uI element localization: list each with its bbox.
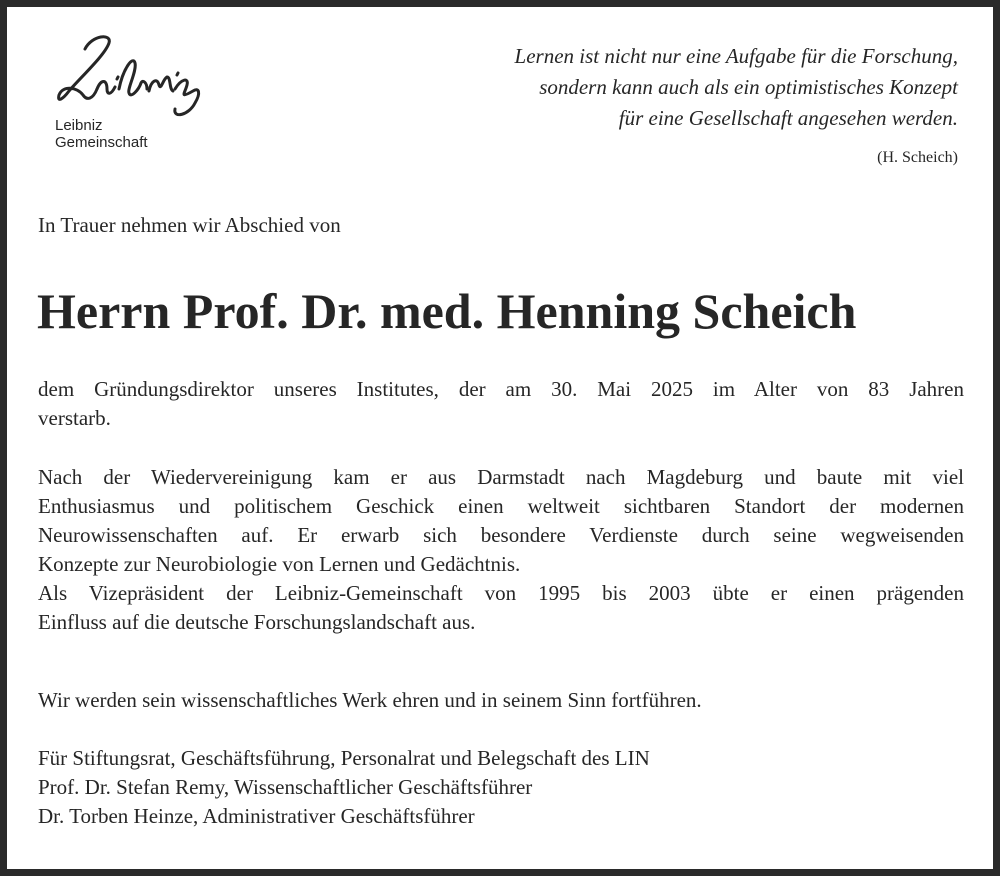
signature-line: Dr. Torben Heinze, Administrativer Geschäftsführer [38,804,475,828]
paragraph-line: Enthusiasmus und politischem Geschick einen weltweit sichtbaren Standort der modernen [38,494,964,518]
paragraph-career [38,463,964,637]
paragraph-line: Neurowissenschaften auf. Er erwarb sich besondere Verdienste durch seine wegweisenden [38,523,964,547]
paragraph-legacy: Wir werden sein wissenschaftliches Werk ehren und in seinem Sinn fortführen. [38,688,702,712]
deceased-name: Herrn Prof. Dr. med. Henning Scheich [37,283,857,339]
paragraph-line: Konzepte zur Neurobiologie von Lernen und Gedächtnis. [38,552,521,576]
logo-text-leibniz: Leibniz [55,117,103,134]
quote-author: (H. Scheich) [877,149,958,166]
quote-line: Lernen ist nicht nur eine Aufgabe für die Forschung, [514,44,958,68]
leibniz-logo [37,29,207,159]
paragraph-line: Nach der Wiedervereinigung kam er aus Darmstadt nach Magdeburg und baute mit viel [38,465,964,489]
signature-line: Für Stiftungsrat, Geschäftsführung, Personalrat und Belegschaft des LIN [38,746,650,770]
quote-line: sondern kann auch als ein optimistisches Konzept [539,75,958,99]
paragraph-line: Als Vizepräsident der Leibniz-Gemeinschaft von 1995 bis 2003 übte er einen prägenden [38,581,964,605]
paragraph-line: verstarb. [38,406,111,430]
quote [358,41,958,134]
logo-text-gemeinschaft: Gemeinschaft [55,134,148,151]
quote-line: für eine Gesellschaft angesehen werden. [618,106,958,130]
paragraph-line: dem Gründungsdirektor unseres Institutes, der am 30. Mai 2025 im Alter von 83 Jahren [38,377,964,401]
leibniz-signature-icon [37,29,207,119]
paragraph-director [38,375,964,433]
intro-text: In Trauer nehmen wir Abschied von [38,213,341,237]
signature-line: Prof. Dr. Stefan Remy, Wissenschaftlicher Geschäftsführer [38,775,533,799]
signatures [38,744,964,831]
paragraph-line: Einfluss auf die deutsche Forschungslandschaft aus. [38,610,476,634]
